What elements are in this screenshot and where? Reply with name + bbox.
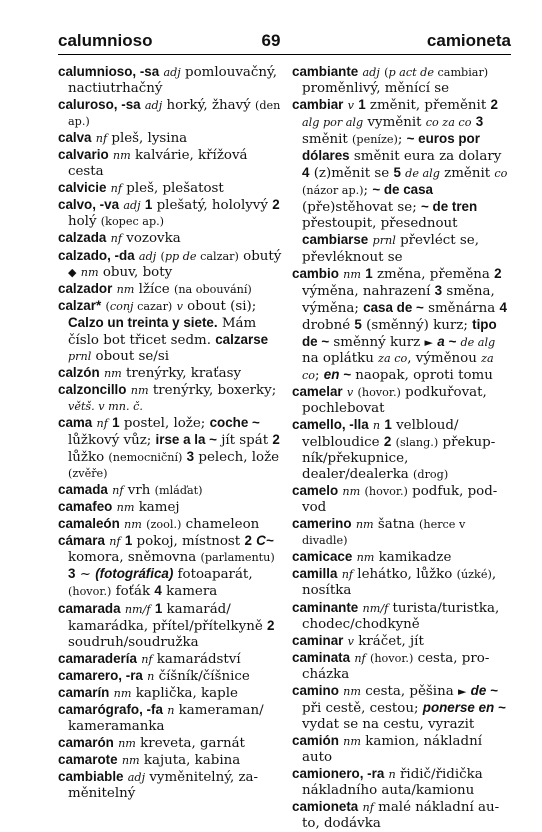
note: (na obouvání) xyxy=(173,282,252,296)
definition-text: směnárna xyxy=(423,300,500,316)
definition-text: horký, žhavý xyxy=(162,98,255,114)
headword: cambiante xyxy=(292,64,359,79)
sense-number: 2 xyxy=(272,432,280,448)
definition-text: kamej xyxy=(134,500,180,516)
sense-number: 4 xyxy=(499,299,507,315)
definition-text: pomlouvačný, nactiutrhačný xyxy=(68,65,278,97)
definition-text: postel, lože; xyxy=(119,415,210,431)
grammar-label: adj xyxy=(362,66,380,79)
headword: camino xyxy=(292,682,339,698)
definition-text: komora, sněmovna xyxy=(68,550,201,566)
definition-text: pleš, lysina xyxy=(107,131,188,147)
dictionary-entry xyxy=(58,382,282,415)
definition-text: trenýrky, kraťasy xyxy=(121,365,242,381)
dictionary-entry xyxy=(58,685,282,702)
grammar-label: nf xyxy=(362,801,374,815)
headword: calzón xyxy=(58,364,100,380)
sense-number: 2 xyxy=(244,533,252,549)
dictionary-entry xyxy=(58,668,282,685)
phrase: coche ~ xyxy=(209,414,260,430)
grammar-label: nm xyxy=(343,267,361,281)
headword: cambiarse xyxy=(302,232,369,248)
definition-text: (směnný) kurz; xyxy=(361,317,473,333)
sense-number: 4 xyxy=(154,583,162,599)
grammar-label: nm xyxy=(130,383,149,397)
dictionary-entry xyxy=(292,384,511,417)
dictionary-entry xyxy=(58,415,282,482)
definition-text: (pře)stěhovat se; xyxy=(302,200,421,216)
headword: camarote xyxy=(58,751,118,767)
dictionary-entry xyxy=(292,733,511,766)
headword: cámara xyxy=(58,533,105,549)
grammar-label: alg por alg xyxy=(302,116,364,130)
phrase: Calzo un treinta y siete. xyxy=(68,314,218,330)
grammar-label: nm xyxy=(121,753,140,767)
definition-text: turista/turistka, chodec/chodkyně xyxy=(302,600,500,632)
headword: cambio xyxy=(292,265,339,281)
headword: calvo, -va xyxy=(58,197,120,213)
headword: camello, -lla xyxy=(292,416,369,432)
headword: camaradería xyxy=(58,650,137,666)
definition-text: kaplička, kaple xyxy=(131,685,238,701)
definition-text: , nosítka xyxy=(302,567,497,599)
definition-text: naopak, oproti tomu xyxy=(350,367,493,383)
phrase: casa de ~ xyxy=(363,299,424,315)
definition-text: směnit xyxy=(302,132,353,148)
definition-text: holý xyxy=(68,214,101,230)
grammar-label: co xyxy=(494,167,508,181)
note: (kopec ap.) xyxy=(100,215,165,229)
grammar-label: nf xyxy=(96,416,108,430)
headword: camelo xyxy=(292,483,339,499)
note: ( xyxy=(105,299,110,313)
headword: camelar xyxy=(292,383,343,399)
dictionary-entry xyxy=(58,197,282,230)
sense-number: 4 xyxy=(302,165,310,181)
dictionary-entry xyxy=(58,365,282,382)
header-rule xyxy=(58,54,511,55)
usage-note: větš. v mn. č. xyxy=(68,399,143,413)
symbol: ► xyxy=(424,335,433,349)
definition-text: změnit xyxy=(439,166,495,182)
note: ( xyxy=(160,249,165,263)
dictionary-entry xyxy=(292,516,511,549)
grammar-label: adj xyxy=(123,199,141,213)
grammar-label: nm xyxy=(116,282,135,296)
definition-text: kreveta, garnát xyxy=(135,735,245,751)
definition-text: vydat se na cestu, vyrazit xyxy=(302,716,475,732)
note: (hovor.) xyxy=(68,585,112,599)
dictionary-entry xyxy=(292,766,511,799)
definition-text: foťák xyxy=(111,584,155,600)
definition-text: lůžko xyxy=(68,450,109,466)
dictionary-entry xyxy=(292,417,511,483)
definition-text: překupník/překupnice, dealer/dealerka xyxy=(302,435,496,483)
grammar-label: nm xyxy=(113,686,132,700)
note: cazar) xyxy=(133,299,173,313)
headword: calzar* xyxy=(58,297,102,313)
definition-text: kamera xyxy=(161,584,218,600)
headword: camioneta xyxy=(292,799,359,815)
dictionary-entry xyxy=(58,180,282,197)
definition-text: lůžkový vůz; xyxy=(68,433,156,449)
headword: camafeo xyxy=(58,499,113,515)
headword: camarero, -ra xyxy=(58,667,143,683)
definition-text: ; xyxy=(315,367,324,383)
grammar-label: v xyxy=(176,299,183,313)
definition-text: proměnlivý, měnící se xyxy=(302,81,450,97)
definition-text: podkuřovat, pochlebovat xyxy=(302,384,487,416)
grammar-label: nm xyxy=(118,736,136,750)
definition-text: velbloud/ velbloudice xyxy=(302,417,459,451)
sense-number: 3 xyxy=(434,282,443,298)
definition-text: směnný kurz xyxy=(329,334,425,350)
right-column xyxy=(292,64,511,832)
grammar-label: co za co xyxy=(425,116,472,130)
definition-text: kráčet, jít xyxy=(353,633,424,649)
definition-text: pokoj, místnost xyxy=(132,534,245,550)
headword: calumnioso, -sa xyxy=(58,64,160,79)
grammar-label: n xyxy=(388,767,396,781)
definition-text: cesta, procházka xyxy=(302,650,490,682)
headword: camicace xyxy=(292,549,353,565)
definition-text: lžíce xyxy=(134,281,174,297)
definition-text: pelech, lože xyxy=(194,450,280,466)
definition-text: přestoupit, přesednout xyxy=(302,216,458,232)
note: (zvěře) xyxy=(68,467,108,481)
headword: camerino xyxy=(292,516,352,532)
definition-text: řidič/řidička nákladního auta/kamionu xyxy=(302,766,483,799)
note: (hovor.) xyxy=(357,385,401,399)
grammar-label: nf xyxy=(110,232,123,246)
definition-text: na oplátku xyxy=(302,350,379,366)
definition-text: kamarád/ kamarádka, přítel/přítelkyně xyxy=(68,601,268,634)
definition-text: vrh xyxy=(123,483,155,499)
note: (nemocniční) xyxy=(108,451,183,465)
grammar-label: de alg xyxy=(460,335,496,349)
note: (slang.) xyxy=(395,436,439,450)
grammar-label: prnl xyxy=(372,234,396,248)
definition-text: trenýrky, boxerky; xyxy=(148,382,277,398)
grammar-label: nm xyxy=(116,501,135,515)
note: (hovor.) xyxy=(369,651,414,665)
definition-text: ; xyxy=(397,132,407,148)
definition-text: fotoaparát, xyxy=(173,567,253,583)
dictionary-entry xyxy=(58,97,282,130)
grammar-label: nm xyxy=(103,366,122,380)
headword: calzada xyxy=(58,230,107,246)
dictionary-entry xyxy=(58,533,282,600)
note: (hovor.) xyxy=(364,485,408,499)
dictionary-entry xyxy=(58,281,282,298)
idiom: C~ xyxy=(256,533,274,549)
grammar-label: nf xyxy=(109,535,121,549)
headword: camionero, -ra xyxy=(292,765,385,781)
note: (herce v divadle) xyxy=(302,518,466,548)
idiom: ponerse en ~ xyxy=(422,699,506,715)
grammar-label: za co xyxy=(378,351,408,365)
idiom: en ~ xyxy=(323,366,351,382)
phrase: ~ de casa xyxy=(372,182,433,198)
grammar-label: de alg xyxy=(405,167,440,181)
definition-text: kamarádství xyxy=(152,651,241,667)
grammar-label: nf xyxy=(341,568,354,582)
definition-text: plešatý, hololyvý xyxy=(152,198,273,214)
headword: camada xyxy=(58,482,108,498)
dictionary-entry xyxy=(292,97,511,265)
grammar-label: nm xyxy=(356,551,375,565)
definition-text: kalvárie, křížová cesta xyxy=(68,148,248,180)
dictionary-entry xyxy=(292,650,511,683)
grammar-label: nm/f xyxy=(124,602,151,616)
headword: camarín xyxy=(58,684,110,700)
note: (den ap.) xyxy=(68,99,281,129)
definition-text: kamion, nákladní auto xyxy=(302,733,482,765)
headword: calzador xyxy=(58,280,113,296)
sense-number: 2 xyxy=(272,197,280,213)
note: (zool.) xyxy=(146,518,182,532)
definition-text: ; xyxy=(363,183,373,199)
dictionary-entry xyxy=(58,499,282,516)
dictionary-entry xyxy=(292,683,511,733)
headword: cambiable xyxy=(58,768,124,784)
definition-text: obuv, boty xyxy=(98,264,173,280)
idiom: (fotográfica) xyxy=(95,566,174,582)
sense-number: 2 xyxy=(267,617,275,633)
grammar-label: v xyxy=(346,385,354,399)
definition-text: lehátko, lůžko xyxy=(353,567,457,583)
definition-text: obutý xyxy=(238,248,282,264)
headword: cama xyxy=(58,414,93,430)
definition-text: číšník/číšnice xyxy=(154,668,250,684)
sense-number: 3 xyxy=(68,566,76,582)
grammar-label: adj xyxy=(163,66,181,79)
note: calzar) xyxy=(196,249,239,263)
definition-text: změnit, přeměnit xyxy=(365,98,491,114)
headword: camilla xyxy=(292,566,338,582)
grammar-label: prnl xyxy=(68,349,92,363)
headword: caminante xyxy=(292,599,359,615)
definition-text: pleš, plešatost xyxy=(122,181,224,197)
dictionary-entry xyxy=(292,64,511,97)
dictionary-entry xyxy=(292,483,511,516)
definition-text: Mám číslo bot třicet sedm. xyxy=(68,315,257,348)
headword: calvicie xyxy=(58,180,107,196)
grammar-label: nm xyxy=(355,518,374,532)
dictionary-entry xyxy=(58,482,282,499)
definition-text: vyměnitelný, zaměnitelný xyxy=(68,769,259,802)
dictionary-entry xyxy=(58,516,282,533)
phrase: irse a la ~ xyxy=(155,432,217,448)
dictionary-entry xyxy=(58,248,282,281)
dictionary-entry xyxy=(58,298,282,365)
headword: calzoncillo xyxy=(58,381,127,397)
sense-number: 2 xyxy=(494,265,502,281)
sense-number: 5 xyxy=(393,165,401,181)
headword: calvario xyxy=(58,147,109,163)
definition-text: kamikadze xyxy=(374,550,452,566)
note: ( xyxy=(384,66,389,79)
grammar-label: p act de xyxy=(388,66,434,79)
definition-text: převléct se, převléknout se xyxy=(302,233,479,265)
idiom: a ~ xyxy=(437,333,457,349)
sense-number: 2 xyxy=(490,97,498,113)
definition-text: vozovka xyxy=(122,231,181,247)
dictionary-entry xyxy=(292,600,511,633)
dictionary-entry xyxy=(292,266,511,384)
left-column xyxy=(58,64,282,802)
dictionary-entry xyxy=(58,651,282,668)
grammar-label: adj xyxy=(127,770,146,784)
dictionary-entry xyxy=(292,549,511,566)
definition-text: změna, přeměna xyxy=(372,266,495,282)
dictionary-entry xyxy=(58,230,282,247)
note: (názor ap.) xyxy=(302,184,364,198)
dictionary-entry xyxy=(58,735,282,752)
grammar-label: nf xyxy=(141,652,153,666)
note: cambiar) xyxy=(433,66,489,79)
definition-text: kameraman/ kameramanka xyxy=(68,702,264,734)
definition-text: (z)měnit se xyxy=(309,166,394,182)
definition-text: šatna xyxy=(373,517,419,533)
grammar-label: nf xyxy=(110,182,123,196)
symbol: ► xyxy=(457,684,467,698)
dictionary-entry xyxy=(58,601,282,651)
sense-number: 1 xyxy=(154,600,163,616)
headword: caluroso, -sa xyxy=(58,97,141,113)
grammar-label: n xyxy=(147,669,155,683)
note: (úzké) xyxy=(456,568,492,582)
note: (parlamentu) xyxy=(200,551,275,565)
phrase: ~ euros por dólares xyxy=(302,131,480,164)
headword: camaleón xyxy=(58,516,120,532)
grammar-label: nf xyxy=(95,132,108,146)
grammar-label: nf xyxy=(354,651,366,665)
definition-text: při cestě, cestou; xyxy=(302,700,423,716)
grammar-label: n xyxy=(167,703,175,717)
grammar-label: nm xyxy=(343,684,361,698)
grammar-label: za co xyxy=(302,351,494,382)
headword: calzarse xyxy=(215,331,269,347)
grammar-label: nm xyxy=(343,734,361,748)
headword: camarada xyxy=(58,600,121,616)
note: (mláďat) xyxy=(154,484,203,498)
definition-text: malé nákladní auto, dodávka xyxy=(302,800,500,832)
grammar-label: n xyxy=(372,418,381,432)
grammar-label: v xyxy=(347,99,354,113)
grammar-label: pp de xyxy=(164,249,197,263)
headword: caminar xyxy=(292,632,344,648)
grammar-label: conj xyxy=(109,299,134,313)
definition-text: chameleon xyxy=(181,517,260,533)
sense-number: 1 xyxy=(358,97,366,113)
dictionary-entry xyxy=(58,130,282,147)
grammar-label: v xyxy=(347,634,354,648)
grammar-label: nm xyxy=(124,518,142,532)
dictionary-entry xyxy=(58,702,282,735)
running-head-right: camioneta xyxy=(426,31,511,50)
definition-text: ~ xyxy=(75,567,96,583)
headword: calzado, -da xyxy=(58,247,135,263)
dictionary-entry xyxy=(58,64,282,97)
headword: camarón xyxy=(58,734,114,750)
dictionary-entry xyxy=(292,799,511,832)
sense-number: 1 xyxy=(124,533,133,549)
grammar-label: nm/f xyxy=(362,601,389,615)
definition-text: soudruh/soudružka xyxy=(68,634,199,650)
sense-number: 3 xyxy=(186,449,195,465)
grammar-label: nf xyxy=(112,484,124,498)
sense-number: 1 xyxy=(144,197,153,213)
headword: cambiar xyxy=(292,97,344,113)
sense-number: 5 xyxy=(354,316,362,332)
page-number: 69 xyxy=(261,31,281,50)
definition-text: výměna, nahrazení xyxy=(302,283,435,299)
dictionary-entry xyxy=(58,147,282,180)
definition-text: vyměnit xyxy=(363,115,426,131)
definition-text: obout se/si xyxy=(91,348,169,364)
dictionary-entry xyxy=(292,566,511,599)
definition-text: obout (si); xyxy=(182,298,257,314)
definition-text: drobné xyxy=(302,317,355,333)
headword: caminata xyxy=(292,649,351,665)
definition-text: směnit eura za dolary xyxy=(349,149,502,165)
grammar-label: nm xyxy=(112,149,131,163)
symbol: ◆ xyxy=(68,265,77,279)
headword: camarógrafo, -fa xyxy=(58,701,163,717)
definition-text: cesta, pěšina xyxy=(360,683,458,699)
note: (peníze) xyxy=(352,133,398,147)
note: (drog) xyxy=(413,468,449,482)
grammar-label: nm xyxy=(80,265,99,279)
sense-number: 2 xyxy=(383,434,392,450)
sense-number: 1 xyxy=(112,414,120,430)
dictionary-entry xyxy=(292,633,511,650)
definition-text: směna, výměna; xyxy=(302,283,495,316)
sense-number: 1 xyxy=(365,265,373,281)
idiom: de ~ xyxy=(470,682,498,698)
definition-text: jít spát xyxy=(216,433,273,449)
running-head-left: calumnioso xyxy=(58,31,153,50)
dictionary-entry xyxy=(58,769,282,802)
grammar-label: adj xyxy=(138,249,157,263)
definition-text: , výměnou xyxy=(407,350,482,366)
headword: calva xyxy=(58,130,92,146)
definition-text: kajuta, kabina xyxy=(139,752,241,768)
phrase: tipo de ~ xyxy=(302,316,497,349)
dictionary-entry xyxy=(58,752,282,769)
sense-number: 3 xyxy=(475,114,484,130)
grammar-label: adj xyxy=(144,99,163,113)
grammar-label: nm xyxy=(342,485,361,499)
phrase: ~ de tren xyxy=(420,199,478,215)
definition-text: podfuk, podvod xyxy=(302,484,498,516)
headword: camión xyxy=(292,732,339,748)
sense-number: 1 xyxy=(384,416,392,432)
